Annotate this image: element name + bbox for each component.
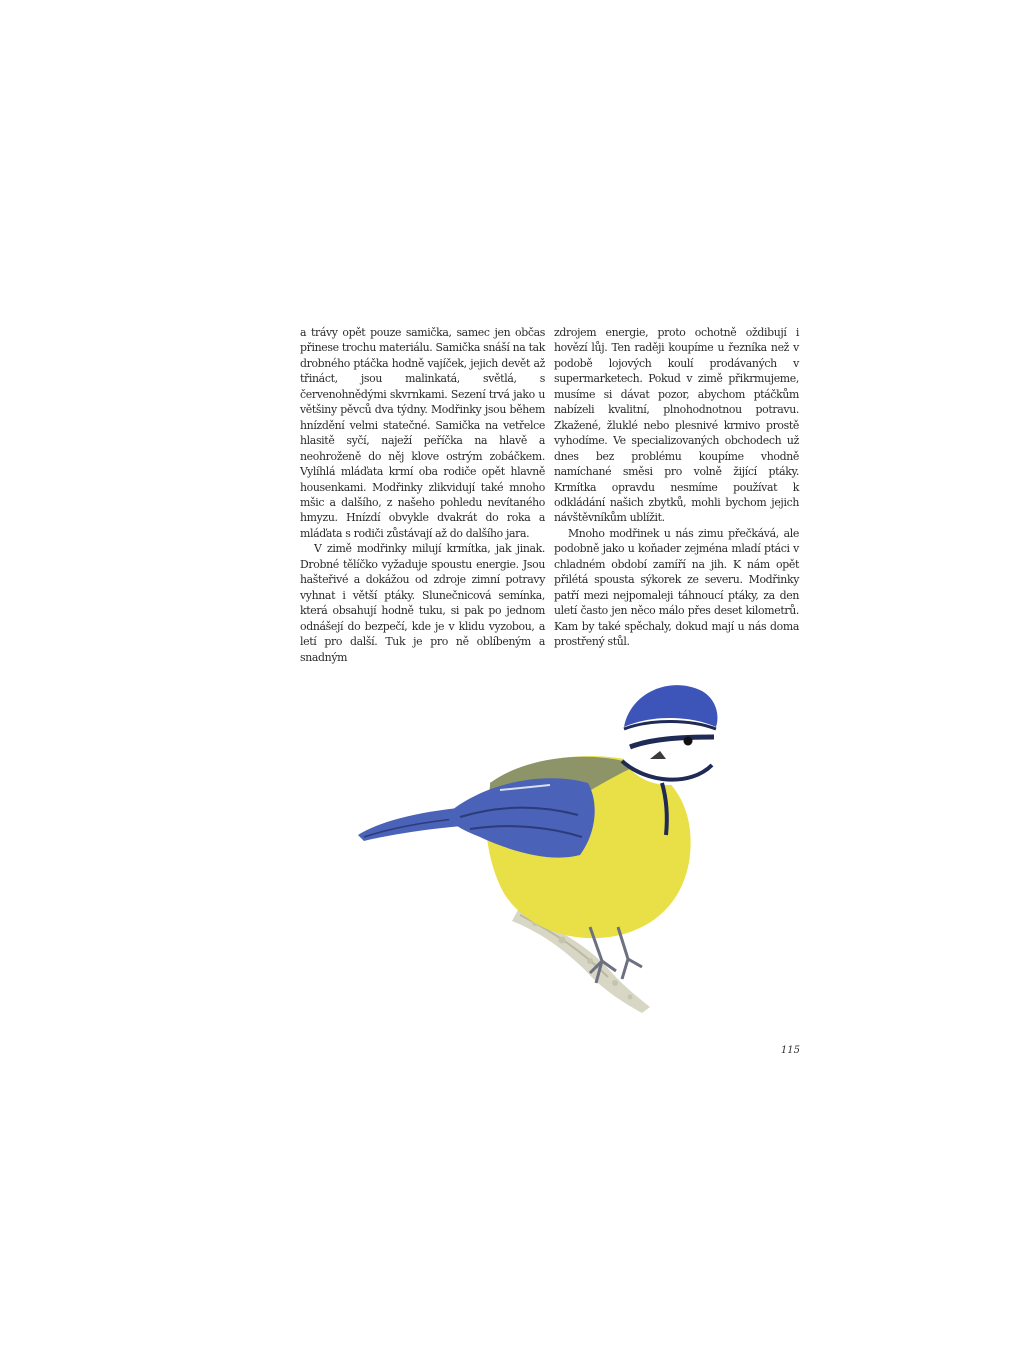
book-page	[300, 315, 802, 1075]
paragraph: Mnoho modřinek u nás zimu přečkává, ale podobně jako u koňader zejména mladí ptáci v chladném období zamíří na jih. K nám opět přilétá spousta sýkorek ze severu. Modřinky patří mezi nejpomaleji táhnoucí ptáky, za den uletí často jen něco málo přes deset kilometrů. Kam by také spěchaly, dokud mají u nás doma prostřený stůl.	[554, 526, 799, 649]
paragraph: a trávy opět pouze samička, samec jen občas přinese trochu materiálu. Samička snáší na tak drobného ptáčka hodně vajíček, jejich devět až třináct, jsou malinkatá, světlá, s červenohnědými skvrnkami. Sezení trvá jako u většiny pěvců dva týdny. Modřinky jsou během hnízdění velmi statečné. Samička na vetřelce hlasitě syčí, naježí peříčka na hlavě a neohroženě do něj klove ostrým zobáčkem. Vylíhlá mláďata krmí oba rodiče opět hlavně housenkami. Modřinky zlikvidují také mnoho mšic a dalšího, z našeho pohledu nevítaného hmyzu. Hnízdí obvykle dvakrát do roka a mláďata s rodiči zůstávají až do dalšího jara.	[300, 326, 545, 540]
wing	[446, 778, 595, 857]
paragraph: zdrojem energie, proto ochotně oždibují i hovězí lůj. Ten raději koupíme u řezníka než v podobě lojových koulí prodávaných v supermarketech. Pokud v zimě přikrmujeme, musíme si dávat pozor, abychom ptáčkům nabízeli kvalitní, plnohodnotnou potravu. Zkažené, žluklé nebo plesnivé krmivo prostě vyhodíme. Ve specializovaných obchodech už dnes bez problému koupíme vhodně namíchané směsi pro volně žijící ptáky. Krmítka opravdu nesmíme používat k odkládání našich zbytků, mohli bychom jejich návštěvníkům ublížit.	[554, 326, 799, 525]
right-text-column	[554, 325, 799, 650]
left-text-column	[300, 325, 545, 665]
eye	[684, 737, 693, 746]
page-number: 115	[780, 1045, 800, 1056]
paragraph: V zimě modřinky milují krmítka, jak jinak. Drobné tělíčko vyžaduje spoustu energie. Jsou hašteřivé a dokážou od zdroje zimní potravy vyhnat i větší ptáky. Slunečnicová semínka, která obsahují hodně tuku, si pak po jednom odnášejí do bezpečí, kde je v klidu vyzobou, a letí pro další. Tuk je pro ně oblíbeným a snadným	[300, 542, 545, 664]
blue-tit-illustration	[350, 665, 720, 1015]
